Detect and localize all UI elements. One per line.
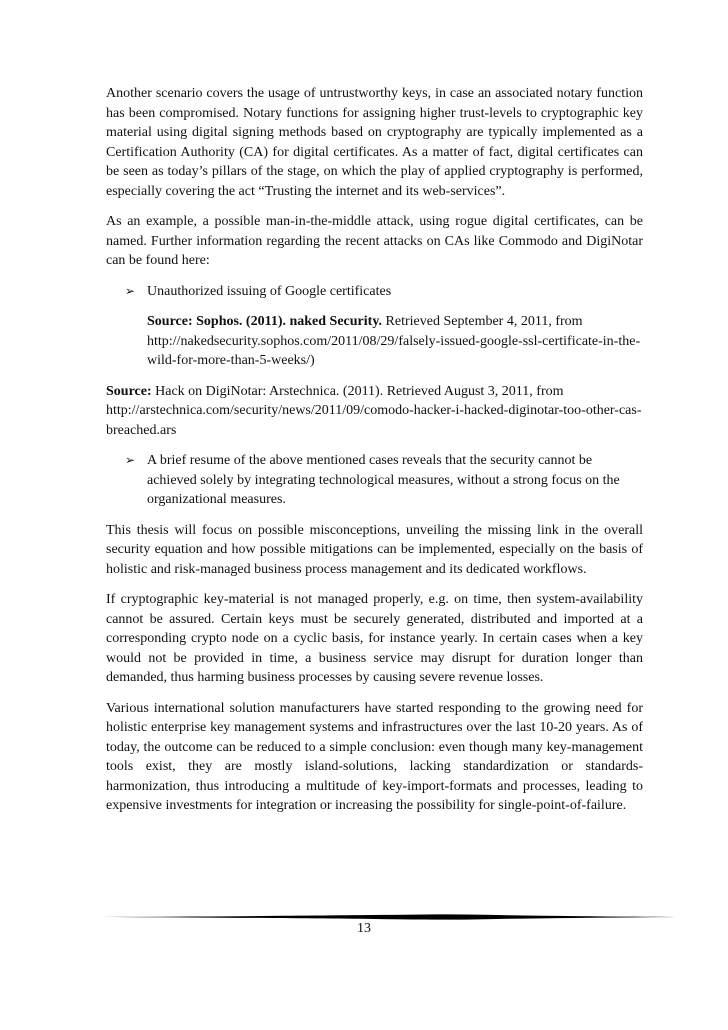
bullet-brief-resume [106, 451, 643, 510]
paragraph-untrustworthy-keys: Another scenario covers the usage of untrustworthy keys, in case an associated notary function has been compromised. Notary functions for assigning higher trust-levels to cryptographic key material using digital signing methods based on cryptography are typically implemented as a Certification Authority (CA) for digital certificates. As a matter of fact, digital certificates can be seen as today’s pillars of the stage, on which the play of applied cryptography is performed, especially covering the act “Trusting the internet and its web-services”. [106, 86, 643, 199]
bullet-text: A brief resume of the above mentioned cases reveals that the security cannot be achieved solely by integrating technological measures, without a strong focus on the organizational measures. [147, 453, 620, 507]
paragraph-manufacturers: Various international solution manufacturers have started responding to the growing need for holistic enterprise key management systems and infrastructures over the last 10-20 years. As of today, the outcome can be reduced to a simple conclusion: even though many key-management tools exist, they are mostly island-solutions, lacking standardization or standards-harmonization, thus introducing a multitude of key-import-formats and processes, leading to expensive investments for integration or increasing the possibility for single-point-of-failure. [106, 700, 643, 813]
paragraph-mitm-example: As an example, a possible man-in-the-middle attack, using rogue digital certificates, can be named. Further information regarding the recent attacks on CAs like Commodo and DigiNotar can be found here: [106, 214, 643, 268]
paragraph-thesis-focus: This thesis will focus on possible misconceptions, unveiling the missing link in the overall security equation and how possible mitigations can be implemented, especially on the basis of holistic and risk-managed business process management and its dedicated workflows. [106, 522, 643, 577]
source-sophos-text: Retrieved September 4, 2011, from http://nakedsecurity.sophos.com/2011/08/29/falsely-issued-google-ssl-certificate-in-the-wild-for-more-than-5-weeks/) [147, 314, 641, 368]
page-body [106, 84, 643, 827]
footer-rule [104, 914, 676, 920]
arrow-bullet-icon: ➢ [125, 283, 136, 298]
footer-rule-shape [104, 914, 676, 919]
bullet-google-certificates [106, 282, 643, 302]
source-diginotar-text: Hack on DigiNotar: Arstechnica. (2011). Retrieved August 3, 2011, from http://arstechnica.com/security/news/2011/09/comodo-hacker-i-hacked-diginotar-too-other-cas-breached.ars [106, 383, 642, 438]
source-diginotar-label: Source: [106, 383, 152, 399]
source-sophos-label: Source: Sophos. (2011). naked Security. [147, 314, 383, 329]
source-sophos [106, 312, 643, 371]
bullet-text: Unauthorized issuing of Google certificates [147, 283, 392, 299]
paragraph-key-material: If cryptographic key-material is not managed properly, e.g. on time, then system-availability cannot be assured. Certain keys must be securely generated, distributed and imported at a corresponding crypto node on a cyclic basis, for instance yearly. In certain cases when a key would not be provided in time, a business service may disrupt for duration longer than demanded, thus harming business processes by causing severe revenue losses. [106, 592, 643, 685]
source-diginotar [106, 382, 643, 441]
page-number: 13 [357, 921, 371, 936]
arrow-bullet-icon: ➢ [125, 453, 136, 467]
